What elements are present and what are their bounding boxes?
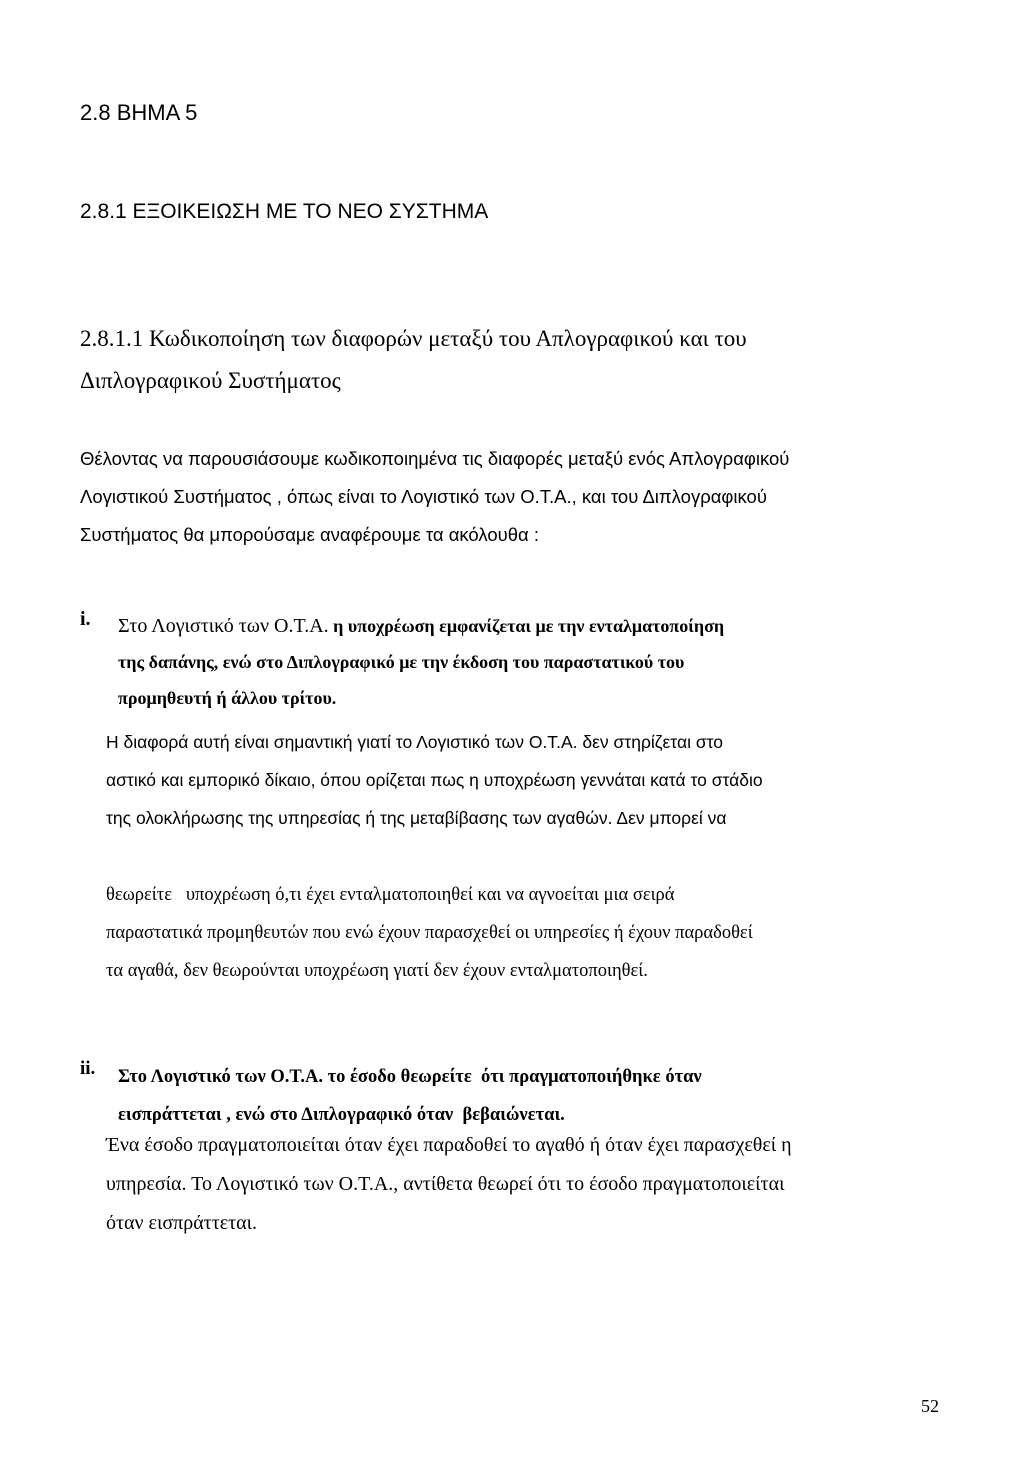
intro-paragraph [80,440,789,554]
item-i-label: i. [80,608,91,630]
item-i-line-3: προμηθευτή ή άλλου τρίτου. [118,688,337,708]
item-ii-explain-line-1: Ένα έσοδο πραγματοποιείται όταν έχει παραδοθεί το αγαθό ή όταν έχει παρασχεθεί η [106,1134,792,1156]
item-i-explain-line-3: της ολοκλήρωσης της υπηρεσίας ή της μεταβίβασης των αγαθών. Δεν μπορεί να [106,808,727,828]
item-i-explanation [106,723,763,837]
item-i-explain-line-5: παραστατικά προμηθευτών που ενώ έχουν παρασχεθεί οι υπηρεσίες ή έχουν παραδοθεί [106,923,753,943]
item-i-line-1-bold: η υποχρέωση εμφανίζεται με την ενταλματοποίηση [328,616,725,636]
section-heading: 2.8 ΒΗΜΑ 5 [80,100,198,125]
subsection-heading: 2.8.1 ΕΞΟΙΚΕΙΩΣΗ ΜΕ ΤΟ ΝΕΟ ΣΥΣΤΗΜΑ [80,200,489,223]
page-number: 52 [921,1396,939,1416]
subsubsection-heading [80,318,747,402]
item-ii-explain-line-3: όταν εισπράττεται. [106,1212,258,1234]
intro-line-1: Θέλοντας να παρουσιάσουμε κωδικοποιημένα τις διαφορές μεταξύ ενός Απλογραφικού [80,448,790,469]
item-i-line-2: της δαπάνης, ενώ στο Διπλογραφικό με την έκδοση του παραστατικού του [118,652,685,672]
item-i-line-1 [118,608,724,644]
subsubsection-heading-line-2: Διπλογραφικού Συστήματος [80,368,341,393]
item-i-statement [118,608,724,716]
subsubsection-heading-line-1: 2.8.1.1 Κωδικοποίηση των διαφορών μεταξύ του Απλογραφικού και του [80,326,747,351]
item-i-explain-line-2: αστικό και εμπορικό δίκαιο, όπου ορίζεται πως η υποχρέωση γεννάται κατά το στάδιο [106,770,763,790]
item-i-explain-line-6: τα αγαθά, δεν θεωρούνται υποχρέωση γιατί δεν έχουν ενταλματοποιηθεί. [106,961,648,981]
item-ii-explanation [106,1126,792,1243]
item-i-line-1-normal: Στο Λογιστικό των Ο.Τ.Α. [118,615,329,637]
intro-line-3: Συστήματος θα μπορούσαμε αναφέρουμε τα ακόλουθα : [80,524,540,545]
item-ii-line-1: Στο Λογιστικό των Ο.Τ.Α. το έσοδο θεωρείτε ότι πραγματοποιήθηκε όταν [118,1067,702,1087]
item-ii-explain-line-2: υπηρεσία. Το Λογιστικό των Ο.Τ.Α., αντίθετα θεωρεί ότι το έσοδο πραγματοποιείται [106,1173,785,1195]
item-ii-label: ii. [80,1058,96,1079]
item-i-explain-line-4: θεωρείτε υποχρέωση ό,τι έχει ενταλματοποιηθεί και να αγνοείται μια σειρά [106,885,675,905]
item-ii-statement [118,1058,702,1134]
intro-line-2: Λογιστικού Συστήματος , όπως είναι το Λογιστικό των Ο.Τ.Α., και του Διπλογραφικού [80,486,767,507]
item-ii-line-2: εισπράττεται , ενώ στο Διπλογραφικό όταν βεβαιώνεται. [118,1105,565,1125]
item-i-explanation-continued [106,876,753,990]
item-i-explain-line-1: Η διαφορά αυτή είναι σημαντική γιατί το Λογιστικό των Ο.Τ.Α. δεν στηρίζεται στο [106,732,724,752]
